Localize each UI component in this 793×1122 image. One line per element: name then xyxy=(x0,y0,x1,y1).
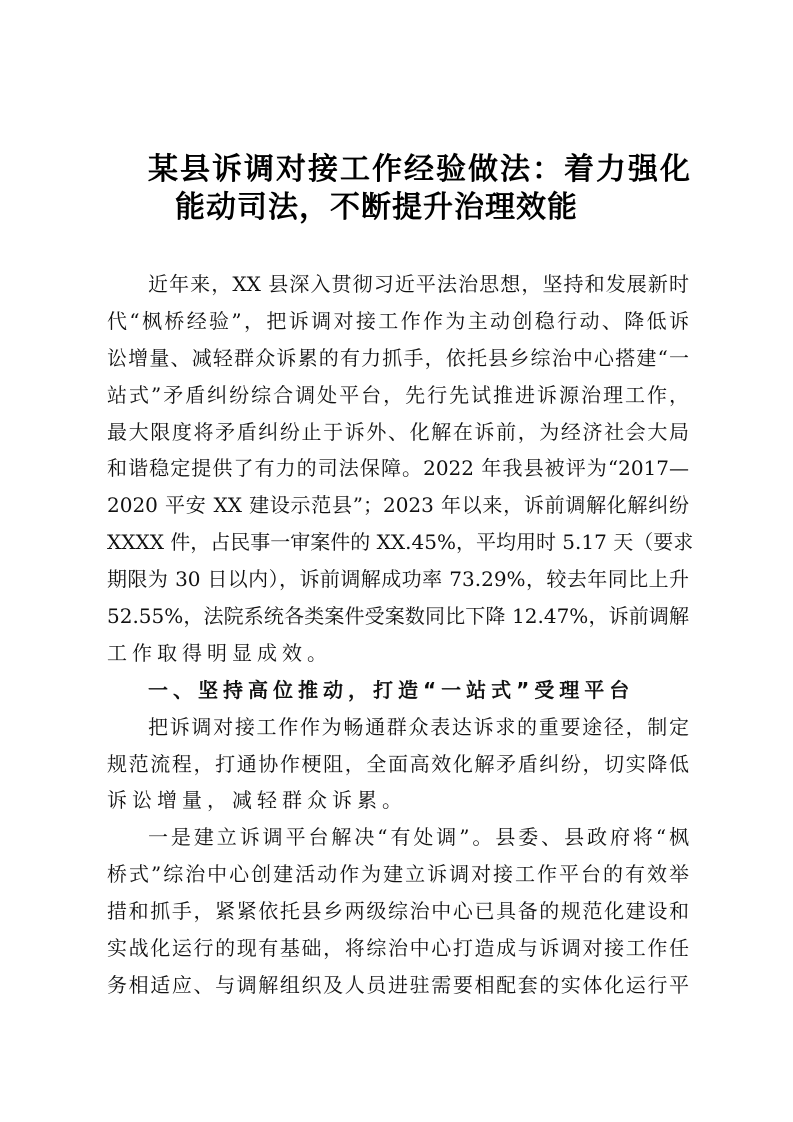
paragraph xyxy=(107,819,689,1003)
section-heading xyxy=(107,672,689,709)
text-line: 讼增量、减轻群众诉累的有力抓手，依托县乡综治中心搭建“一 xyxy=(107,345,689,370)
text-line: 工作取得明显成效。 xyxy=(107,640,332,665)
document-title-line-2: 能动司法，不断提升治理效能 xyxy=(175,190,578,225)
text-line: 最大限度将矛盾纠纷止于诉外、化解在诉前，为经济社会大局 xyxy=(107,419,689,444)
document-title-line-1: 某县诉调对接工作经验做法：着力强化 xyxy=(148,152,690,187)
text-line: 措和抓手，紧紧依托县乡两级综治中心已具备的规范化建设和 xyxy=(107,899,689,924)
text-line: 近年来，XX 县深入贯彻习近平法治思想，坚持和发展新时 xyxy=(148,272,689,296)
text-line: 规范流程，打通协作梗阻，全面高效化解矛盾纠纷，切实降低 xyxy=(107,751,689,776)
text-line: 实战化运行的现有基础，将综治中心打造成与诉调对接工作任 xyxy=(107,936,689,961)
text-line: 一是建立诉调平台解决“有处调”。县委、县政府将“枫 xyxy=(148,825,689,850)
text-line: 站式”矛盾纠纷综合调处平台，先行先试推进诉源治理工作， xyxy=(107,382,689,407)
text-line: 一、坚持高位推动，打造“一站式”受理平台 xyxy=(148,677,635,702)
text-line: 和谐稳定提供了有力的司法保障。2022 年我县被评为“2017— xyxy=(107,456,689,481)
text-line: 代“枫桥经验”，把诉调对接工作作为主动创稳行动、降低诉 xyxy=(107,308,689,333)
text-line: 务相适应、与调解组织及人员进驻需要相配套的实体化运行平 xyxy=(107,972,689,997)
document-body xyxy=(107,266,694,1004)
paragraph xyxy=(107,266,694,672)
text-line: 桥式”综治中心创建活动作为建立诉调对接工作平台的有效举 xyxy=(107,862,689,887)
text-line: 2020 平安 XX 建设示范县”；2023 年以来，诉前调解化解纠纷 xyxy=(107,493,689,518)
text-line: 诉讼增量，减轻群众诉累。 xyxy=(107,788,407,813)
text-line: XXXX 件，占民事一审案件的 XX.45%，平均用时 5.17 天（要求 xyxy=(107,530,694,555)
text-line: 期限为 30 日以内），诉前调解成功率 73.29%，较去年同比上升 xyxy=(107,567,689,592)
text-line: 52.55%，法院系统各类案件受案数同比下降 12.47%，诉前调解 xyxy=(107,604,689,629)
text-line: 把诉调对接工作作为畅通群众表达诉求的重要途径，制定 xyxy=(148,714,689,739)
paragraph xyxy=(107,709,689,820)
